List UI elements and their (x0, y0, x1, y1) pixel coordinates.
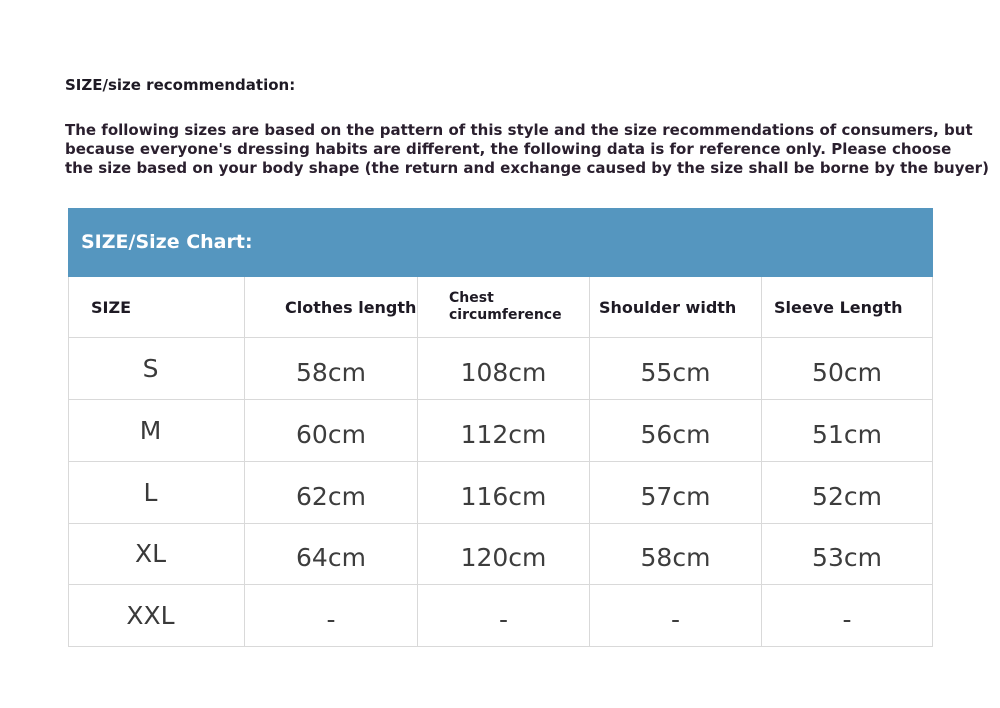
header-chest-circumference (418, 276, 590, 338)
sleeve-cell: - (762, 585, 933, 647)
chest-cell: 112cm (418, 400, 590, 462)
size-cell: L (69, 461, 245, 523)
sleeve-cell: 53cm (762, 523, 933, 585)
table-row (69, 338, 933, 400)
shoulder-cell: 55cm (590, 338, 762, 400)
shoulder-cell: - (590, 585, 762, 647)
clothes-length-cell: 62cm (245, 461, 418, 523)
size-chart-table (68, 208, 933, 647)
header-chest-line: Chest (449, 290, 494, 307)
shoulder-cell: 58cm (590, 523, 762, 585)
shoulder-cell: 57cm (590, 461, 762, 523)
table-header-row (69, 276, 933, 338)
chest-cell: - (418, 585, 590, 647)
size-cell: S (69, 338, 245, 400)
header-size: SIZE (69, 276, 245, 338)
size-cell: XL (69, 523, 245, 585)
size-cell: M (69, 400, 245, 462)
chest-cell: 120cm (418, 523, 590, 585)
header-sleeve-length: Sleeve Length (762, 276, 933, 338)
header-shoulder-width: Shoulder width (590, 276, 762, 338)
intro-line: because everyone's dressing habits are different, the following data is for reference only. Please choose (65, 140, 952, 158)
chest-cell: 108cm (418, 338, 590, 400)
clothes-length-cell: - (245, 585, 418, 647)
sleeve-cell: 52cm (762, 461, 933, 523)
intro-paragraph (65, 121, 989, 178)
table-row (69, 523, 933, 585)
table-row (69, 400, 933, 462)
sleeve-cell: 51cm (762, 400, 933, 462)
size-cell: XXL (69, 585, 245, 647)
clothes-length-cell: 60cm (245, 400, 418, 462)
clothes-length-cell: 64cm (245, 523, 418, 585)
size-chart-title: SIZE/Size Chart: (69, 209, 933, 277)
shoulder-cell: 56cm (590, 400, 762, 462)
header-chest-line: circumference (449, 307, 562, 324)
sleeve-cell: 50cm (762, 338, 933, 400)
chest-cell: 116cm (418, 461, 590, 523)
page-heading: SIZE/size recommendation: (65, 76, 296, 94)
table-row (69, 461, 933, 523)
clothes-length-cell: 58cm (245, 338, 418, 400)
table-row (69, 585, 933, 647)
intro-line: The following sizes are based on the pattern of this style and the size recommendations of consumers, but (65, 121, 973, 139)
intro-line: the size based on your body shape (the return and exchange caused by the size shall be borne by the buyer) (65, 159, 989, 177)
header-clothes-length: Clothes length (245, 276, 418, 338)
